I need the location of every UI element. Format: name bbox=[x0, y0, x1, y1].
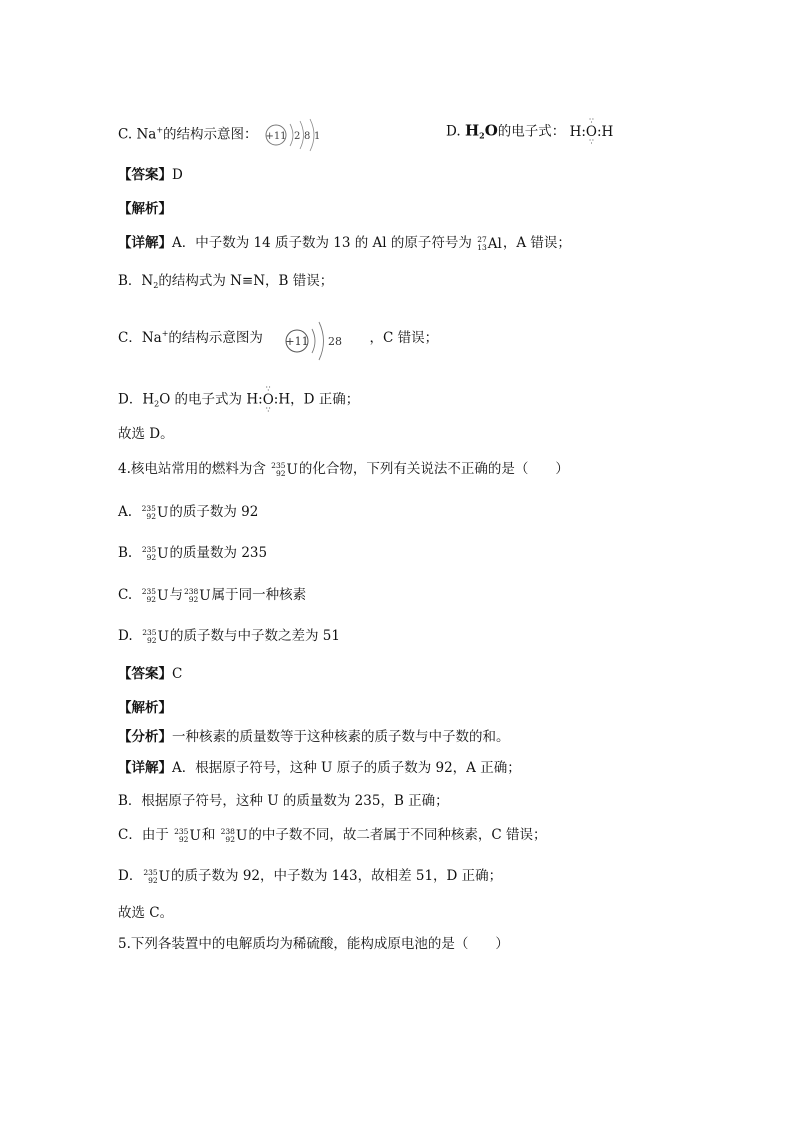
diagram-shell-2: 8 bbox=[303, 131, 311, 142]
q4-stem: 4.核电站常用的燃料为含 235 92 U 的化合物，下列有关说法不正确的是（ ） bbox=[118, 460, 569, 478]
q4-option-c: C. 235 92 U 与 238 92 U 属于同一种核素 bbox=[118, 586, 307, 604]
q4-option-a: A. 235 92 U 的质子数为 92 bbox=[118, 503, 259, 521]
q3-conclusion: 故选 D。 bbox=[118, 426, 174, 442]
q3-detail-c: C．Na+的结构示意图为 +11 28 ，C 错误； bbox=[118, 312, 438, 356]
q4-detail-d: D． 235 92 U 的质子数为 92，中子数为 143，故相差 51，D 正确； bbox=[118, 867, 503, 885]
option-c-top: C. Na+的结构示意图： +11 2 8 1 bbox=[118, 118, 332, 152]
q4-analyze: 【分析】一种核素的质量数等于这种核素的质子数与中子数的和。 bbox=[118, 729, 510, 745]
electron-formula-top: H: ∵ O ∵ :H bbox=[569, 117, 614, 146]
q5-stem: 5.下列各装置中的电解质均为稀硫酸，能构成原电池的是（ ） bbox=[118, 936, 509, 952]
q3-analysis-tag: 【解析】 bbox=[118, 201, 172, 217]
na-structure-diagram bbox=[275, 317, 365, 361]
q3-detail-a: 【详解】A．中子数为 14 质子数为 13 的 Al 的原子符号为 27 13 Al ，A 错误； bbox=[118, 234, 571, 252]
diagram-shell-3: 1 bbox=[313, 131, 321, 142]
q4-detail-c: C．由于 235 92 U 和 238 92 U 的中子数不同，故二者属于不同种核素，C 错误； bbox=[118, 826, 547, 844]
diagram-nucleus-2: +11 bbox=[285, 334, 309, 348]
q3-answer: 【答案】D bbox=[118, 167, 183, 183]
q3-detail-d: D．$H_2O$ 的电子式为 H: ∵ O ∵ :H，D 正确； bbox=[118, 385, 360, 414]
q4-detail-b: B．根据原子符号，这种 U 的质量数为 235，B 正确； bbox=[118, 793, 449, 809]
q4-answer: 【答案】C bbox=[118, 666, 183, 682]
diagram-shell-1: 2 bbox=[293, 131, 301, 142]
q4-conclusion: 故选 C。 bbox=[118, 905, 174, 921]
q4-detail-a: 【详解】A．根据原子符号，这种 U 原子的质子数为 92，A 正确； bbox=[118, 760, 521, 776]
q4-analysis-tag: 【解析】 bbox=[118, 700, 172, 716]
diagram-shells-2: 28 bbox=[328, 334, 343, 348]
na-structure-diagram-top bbox=[262, 118, 332, 152]
q4-option-b: B. 235 92 U 的质量数为 235 bbox=[118, 544, 268, 562]
q4-option-d: D. 235 92 U 的质子数与中子数之差为 51 bbox=[118, 627, 340, 645]
diagram-nucleus: +11 bbox=[265, 131, 287, 142]
q3-detail-b: B．$N_2$的结构式为 N≡N，B 错误； bbox=[118, 273, 334, 290]
option-d-top: D. $H_2O$的电子式： H: ∵ O ∵ :H bbox=[446, 117, 614, 146]
